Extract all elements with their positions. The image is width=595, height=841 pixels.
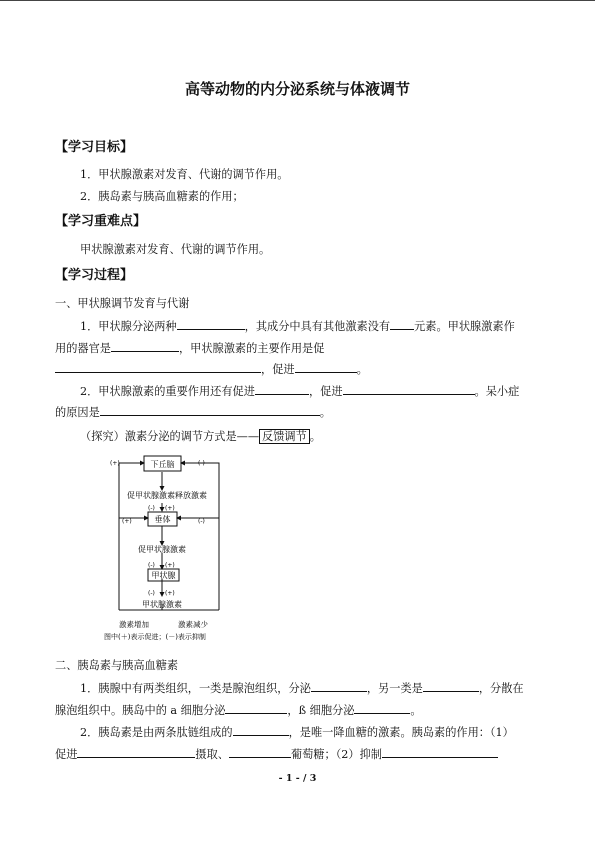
node-hypothalamus: 下丘脑 <box>150 460 175 469</box>
keypoint-text: 甲状腺激素对发育、代谢的调节作用。 <box>80 243 271 256</box>
answer-blank[interactable] <box>390 318 414 330</box>
label-minus: (-) <box>148 505 155 512</box>
text-segment: ，促进 <box>308 385 343 398</box>
label-plus: (+) <box>165 590 175 597</box>
part1-question-1-line-3 <box>55 361 368 377</box>
answer-blank[interactable] <box>233 724 289 736</box>
text-segment: 。呆小症 <box>474 385 520 398</box>
answer-blank[interactable] <box>55 361 261 373</box>
label-plus: (+) <box>165 505 175 512</box>
section-heading-keypoints: 【学习重难点】 <box>55 214 147 229</box>
feedback-regulation-diagram <box>100 455 240 645</box>
part2-question-2-line-2 <box>55 746 498 762</box>
text-segment: 元素。甲状腺激素作 <box>414 320 515 333</box>
text-segment: 1．甲状腺分泌两种 <box>80 320 177 333</box>
part2-question-1-line-1 <box>80 680 524 696</box>
answer-blank[interactable] <box>255 383 309 395</box>
text-segment: ，ß 细胞分泌 <box>287 704 355 717</box>
text-segment: 葡萄糖；（2）抑制 <box>290 748 382 761</box>
part2-heading: 二、胰岛素与胰高血糖素 <box>55 659 179 672</box>
part1-question-2-line-2 <box>55 404 331 420</box>
part1-question-1-line-1 <box>80 318 515 334</box>
part1-heading: 一、甲状腺调节发育与代谢 <box>55 297 190 310</box>
node-pituitary: 垂体 <box>154 515 171 524</box>
text-segment: 腺泡组织中。胰岛中的 a 细胞分泌 <box>55 704 226 717</box>
diagram-caption: 图中(＋)表示促进；(－)表示抑制 <box>104 633 206 641</box>
objective-1: 1．甲状腺激素对发育、代谢的调节作用。 <box>80 168 289 181</box>
feedback-answer-box: 反馈调节 <box>259 429 310 444</box>
label-plus: (+) <box>165 562 175 569</box>
label-minus: (-) <box>148 590 155 597</box>
text-segment: ，是唯一降血糖的激素。胰岛素的作用：（1） <box>288 726 514 739</box>
label-tsh: 促甲状腺激素 <box>138 545 186 554</box>
label-minus: (-) <box>148 562 155 569</box>
part1-question-2-line-1 <box>80 383 519 399</box>
text-segment: ，促进 <box>261 363 295 376</box>
text-segment: 促进 <box>55 748 78 761</box>
text-segment: 用的器官是 <box>55 342 111 355</box>
header-rule <box>0 0 595 1</box>
label-plus: (+) <box>122 518 132 525</box>
section-heading-objectives: 【学习目标】 <box>55 140 134 155</box>
answer-blank[interactable] <box>382 746 498 758</box>
text-segment: ，甲状腺激素的主要作用是促 <box>178 342 325 355</box>
answer-blank[interactable] <box>111 340 179 352</box>
text-segment: 的原因是 <box>55 406 100 419</box>
page-number: - 1 - / 3 <box>278 773 317 784</box>
label-minus: (-) <box>198 518 205 525</box>
page-title: 高等动物的内分泌系统与体液调节 <box>184 80 410 98</box>
text-segment: ，另一类是 <box>366 682 423 695</box>
text-segment: （探究）激素分泌的调节方式是—— <box>80 430 260 443</box>
text-segment: 1．胰腺中有两类组织，一类是腺泡组织，分泌 <box>80 682 311 695</box>
label-minus: (-) <box>198 460 205 467</box>
answer-blank[interactable] <box>354 702 410 714</box>
part2-question-2-line-1 <box>80 724 514 740</box>
label-trh: 促甲状腺激素释放激素 <box>127 491 207 500</box>
text-segment: 2．胰岛素是由两条肽链组成的 <box>80 726 233 739</box>
text-segment: 。 <box>309 430 321 443</box>
label-decrease: 激素减少 <box>178 620 208 629</box>
text-segment: 。 <box>319 406 331 419</box>
answer-blank[interactable] <box>177 318 245 330</box>
part2-question-1-line-2 <box>55 702 422 718</box>
answer-blank[interactable] <box>100 404 320 416</box>
text-segment: ，其成分中具有其他激素没有 <box>244 320 391 333</box>
text-segment: 摄取、 <box>195 748 229 761</box>
answer-blank[interactable] <box>311 680 367 692</box>
part1-explore <box>80 428 321 444</box>
answer-blank[interactable] <box>343 383 475 395</box>
text-segment: 。 <box>410 704 422 717</box>
text-segment: 。 <box>356 363 368 376</box>
objective-2: 2．胰岛素与胰高血糖素的作用； <box>80 190 244 203</box>
answer-blank[interactable] <box>423 680 479 692</box>
label-increase: 激素增加 <box>119 620 149 629</box>
part1-question-1-line-2 <box>55 340 324 356</box>
answer-blank[interactable] <box>295 361 357 373</box>
answer-blank[interactable] <box>77 746 195 758</box>
section-heading-process: 【学习过程】 <box>55 268 134 283</box>
label-thyroxine: 甲状腺激素 <box>142 600 182 609</box>
answer-blank[interactable] <box>225 702 287 714</box>
node-thyroid: 甲状腺 <box>151 571 176 580</box>
label-plus: (+) <box>110 460 120 467</box>
answer-blank[interactable] <box>229 746 291 758</box>
text-segment: ，分散在 <box>478 682 524 695</box>
text-segment: 2．甲状腺激素的重要作用还有促进 <box>80 385 255 398</box>
